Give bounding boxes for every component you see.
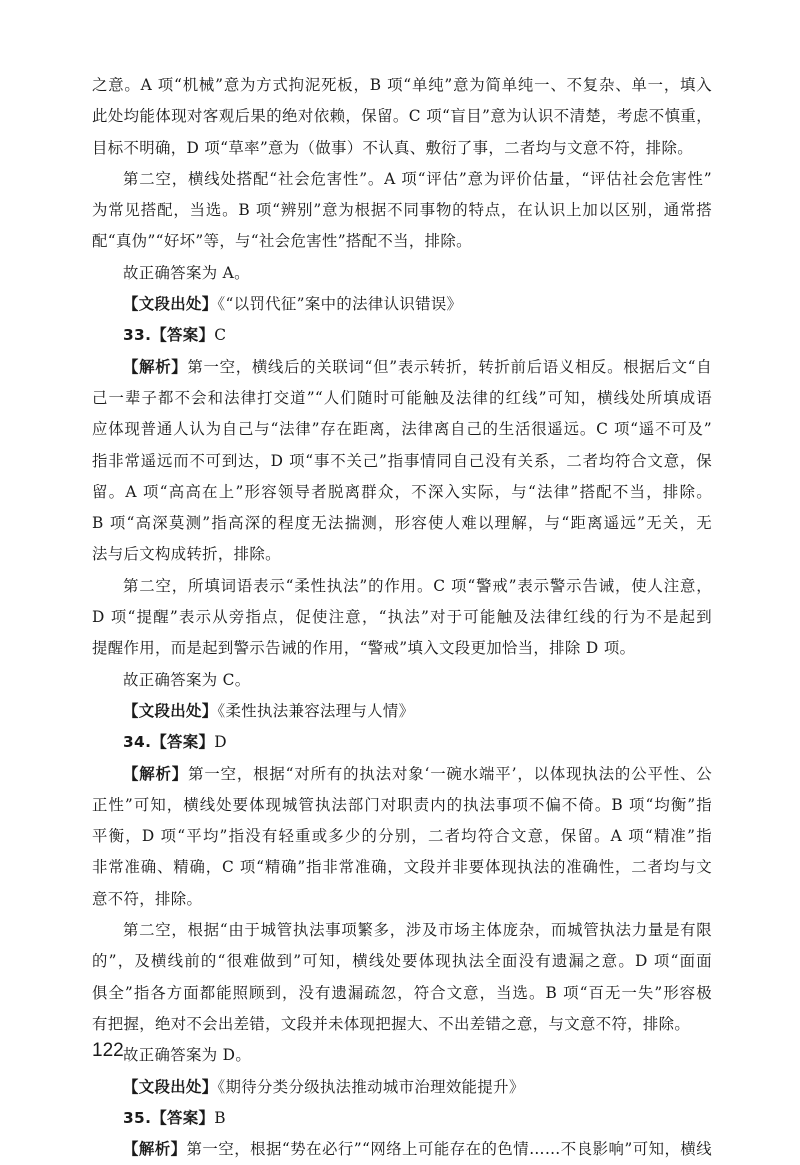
section-label: 34.【答案】 [123, 733, 215, 752]
text-line [92, 1072, 712, 1103]
page-number: 122 [92, 1040, 124, 1061]
line-text: 之意。A 项“机械”意为方式拘泥死板，B 项“单纯”意为简单纯一、不复杂、单一，填入 [92, 76, 712, 94]
line-text: C [214, 326, 227, 345]
text-line [92, 571, 712, 602]
line-text: 应体现普通人认为自己与“法律”存在距离，法律离自己的生活很遥远。C 项“遥不可及” [92, 420, 712, 439]
text-body [92, 70, 712, 1165]
text-line [92, 790, 712, 821]
text-line [92, 539, 712, 570]
text-line [92, 946, 712, 977]
text-line [92, 602, 712, 633]
text-line [92, 1134, 712, 1165]
line-text: 平衡，D 项“平均”指没有轻重或多少的分别，二者均符合文意，保留。A 项“精准”指 [92, 827, 712, 846]
text-line [92, 884, 712, 915]
text-line [92, 727, 712, 758]
line-text: 《柔性执法兼容法理与人情》 [217, 701, 415, 720]
section-label: 35.【答案】 [123, 1108, 215, 1127]
text-line [92, 978, 712, 1009]
line-text: 指非常遥远而不可到达，D 项“事不关己”指事情同自己没有关系，二者均符合文意，保 [92, 451, 712, 470]
line-text: 第二空，所填词语表示“柔性执法”的作用。C 项“警戒”表示警示告诫，使人注意， [123, 576, 712, 595]
section-label: 【解析】 [123, 357, 188, 376]
text-line [92, 821, 712, 852]
line-text: D [214, 733, 227, 752]
line-text: 《期待分类分级执法推动城市治理效能提升》 [217, 1077, 525, 1096]
line-text: D 项“提醒”表示从旁指点，促使注意，“执法”对于可能触及法律红线的行为不是起到 [92, 608, 712, 627]
text-line [92, 195, 712, 226]
text-line [92, 1103, 712, 1134]
section-label: 【解析】 [123, 1140, 187, 1159]
section-label: 【文段出处】 [123, 295, 218, 314]
text-line [92, 915, 712, 946]
line-text: 己一辈子都不会和法律打交道”“人们随时可能触及法律的红线”可知，横线处所填成语 [92, 388, 712, 407]
text-line [92, 414, 712, 445]
text-line [92, 759, 712, 790]
line-text: 故正确答案为 C。 [123, 670, 251, 689]
line-text: 留。A 项“高高在上”形容领导者脱离群众，不深入实际，与“法律”搭配不当，排除。 [92, 482, 712, 501]
line-text: 第一空，根据“对所有的执法对象‘一碗水端平’，以体现执法的公平性、公 [188, 764, 712, 783]
line-text: 正性”可知，横线处要体现城管执法部门对职责内的执法事项不偏不倚。B 项“均衡”指 [92, 795, 712, 814]
line-text: 提醒作用，而是起到警示告诫的作用，“警戒”填入文段更加恰当，排除 D 项。 [92, 639, 636, 658]
line-text: 意不符，排除。 [92, 889, 203, 908]
line-text: B [214, 1108, 226, 1127]
text-line [92, 1009, 712, 1040]
section-label: 【解析】 [123, 764, 189, 783]
text-line [92, 696, 712, 727]
text-line [92, 164, 712, 195]
section-label: 33.【答案】 [123, 326, 215, 345]
text-line [92, 1040, 712, 1071]
text-line [92, 226, 712, 257]
text-line [92, 477, 712, 508]
line-text: 此处均能体现对客观后果的绝对依赖，保留。C 项“盲目”意为认识不清楚，考虑不慎重， [92, 107, 712, 126]
text-line [92, 352, 712, 383]
section-label: 【文段出处】 [123, 701, 218, 720]
line-text: B 项“高深莫测”指高深的程度无法揣测，形容使人难以理解，与“距离遥远”无关，无 [92, 514, 712, 533]
text-line [92, 446, 712, 477]
line-text: 第一空，根据“势在必行”“网络上可能存在的色情……不良影响”可知，横线 [186, 1140, 712, 1159]
line-text: 故正确答案为 D。 [123, 1046, 252, 1065]
line-text: 有把握，绝对不会出差错，文段并未体现把握大、不出差错之意，与文意不符，排除。 [92, 1014, 691, 1033]
text-line [92, 508, 712, 539]
text-line [92, 101, 712, 132]
section-label: 【文段出处】 [123, 1077, 218, 1096]
line-text: 法与后文构成转折，排除。 [92, 545, 281, 564]
text-line [92, 320, 712, 351]
line-text: 故正确答案为 A。 [123, 263, 250, 282]
line-text: 第二空，横线处搭配“社会危害性”。A 项“评估”意为评价估量，“评估社会危害性” [123, 169, 712, 188]
line-text: 俱全”指各方面都能照顾到，没有遗漏疏忽，符合文意，当选。B 项“百无一失”形容极 [92, 983, 712, 1002]
line-text: 《“以罚代征”案中的法律认识错误》 [217, 295, 463, 314]
text-line [92, 383, 712, 414]
line-text: 非常准确、精确，C 项“精确”指非常准确，文段并非要体现执法的准确性，二者均与文 [92, 858, 712, 877]
text-line [92, 852, 712, 883]
text-line [92, 633, 712, 664]
text-line [92, 70, 712, 101]
line-text: 为常见搭配，当选。B 项“辨别”意为根据不同事物的特点，在认识上加以区别，通常搭 [92, 201, 712, 220]
line-text: 配“真伪”“好坏”等，与“社会危害性”搭配不当，排除。 [92, 232, 472, 251]
text-line [92, 258, 712, 289]
line-text: 的”，及横线前的“很难做到”可知，横线处要体现执法全面没有遗漏之意。D 项“面面 [92, 952, 712, 971]
text-line [92, 289, 712, 320]
line-text: 目标不明确，D 项“草率”意为（做事）不认真、敷衍了事，二者均与文意不符，排除。 [92, 138, 694, 157]
text-line [92, 133, 712, 164]
line-text: 第一空，横线后的关联词“但”表示转折，转折前后语义相反。根据后文“自 [187, 357, 712, 376]
line-text: 第二空，根据“由于城管执法事项繁多，涉及市场主体庞杂，而城管执法力量是有限 [123, 921, 712, 940]
text-line [92, 665, 712, 696]
